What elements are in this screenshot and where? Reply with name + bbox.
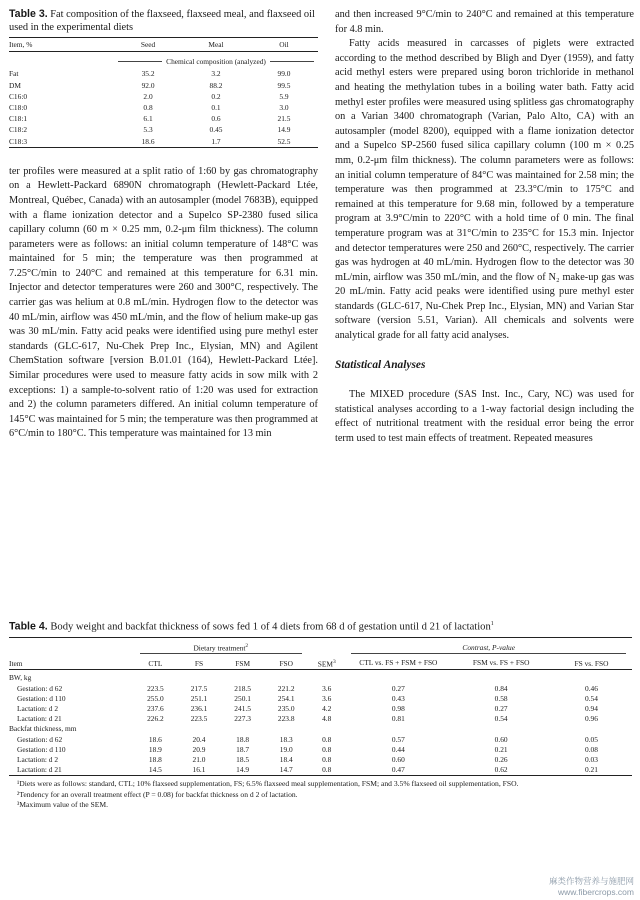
table3-cell: 0.45 bbox=[209, 125, 223, 135]
left-column bbox=[9, 8, 318, 442]
table4-cell: 0.54 bbox=[585, 693, 598, 703]
table4-cell: 3.6 bbox=[322, 693, 332, 703]
table4-col-fso: FSO bbox=[264, 655, 308, 670]
table3-cell: 5.9 bbox=[279, 91, 289, 101]
table3-cell: 88.2 bbox=[209, 80, 223, 90]
table3-row-label: C18:2 bbox=[9, 125, 28, 135]
table4-cell: 0.84 bbox=[494, 683, 508, 693]
table4-cell: 0.96 bbox=[585, 714, 598, 724]
table4-cell: 218.5 bbox=[234, 683, 251, 693]
table4-row-label: Gestation: d 110 bbox=[17, 744, 66, 754]
table3-row-label: C18:3 bbox=[9, 136, 114, 148]
left-paragraph: ter profiles were measured at a split ratio of 1:60 by gas chromatography on a Hewlett-Packard 6890N chromatograph (Hewlett-Packard Ltée, Montreal, Québec, Canada) with an autosampler (model 7683B), equipped with a flame ionization detector and a Supelco SP-2380 fused silica capillary column (60 m × 0.25 mm, 0.2-μm film thickness). The column parameters were as follows: an initial column temperature of 148°C was maintained for 5 min; the temperature was then programmed at 7.25°C/min to 240°C and remained at this temperature for 6.31 min. Injector and detector temperatures were 260 and 300°C, respectively. The carrier gas was helium at 0.8 mL/min. Hydrogen flow to the detector was 40 mL/min, airflow was 450 mL/min, and the flow of helium make-up gas was 30 mL/min. Fatty acid peaks were identified using pure methyl ester standards (GLC-617, Nu-Chek Prep Inc., Elysian, MN) and Agilent ChemStation software [version B.01.01 (164), Hewlett-Packard Ltée]. Similar procedures were used to measure fatty acids in sow milk with 2 exceptions: 1) a sample-to-solvent ratio of 1:20 was used for extraction and 2) the column parameters differed. An initial column temperature of 145°C was maintained for 5 min; the temperature was then programmed at 6°C/min to 180°C. This temperature was maintained for 13 min bbox=[9, 165, 318, 440]
table4-cell: 18.3 bbox=[279, 734, 293, 744]
table3-row bbox=[9, 124, 318, 135]
table4-cell: 223.5 bbox=[190, 714, 208, 724]
table4-row-label: Lactation: d 21 bbox=[9, 765, 134, 776]
table4-footnote-3: ³Maximum value of the SEM. bbox=[17, 799, 109, 809]
table3-row bbox=[9, 68, 318, 79]
table3-row-label: C18:1 bbox=[9, 114, 28, 124]
section-heading-statistical-analyses: Statistical Analyses bbox=[335, 358, 426, 371]
table3-cell: 52.5 bbox=[250, 136, 318, 148]
table4-cell: 227.3 bbox=[234, 714, 251, 724]
table4-block bbox=[9, 618, 632, 810]
table4-col-contrast3: FS vs. FSO bbox=[551, 655, 632, 670]
table4-section-row bbox=[9, 670, 632, 684]
table4-cell: 0.26 bbox=[494, 755, 508, 765]
watermark bbox=[549, 876, 634, 898]
watermark-line2: www.fibercrops.com bbox=[557, 887, 634, 897]
table4-cell: 236.1 bbox=[190, 704, 208, 714]
table3-title: Fat composition of the flaxseed, flaxseed meal, and flaxseed oil used in the experimental diets bbox=[9, 9, 315, 33]
table3-row bbox=[9, 113, 318, 124]
table4-cell: 0.03 bbox=[585, 755, 598, 765]
table4-row bbox=[9, 694, 632, 704]
right-paragraph-2: Fatty acids measured in carcasses of piglets were extracted according to the method described by Bligh and Dyer (1959), and fatty acid methyl esters were prepared using boron trichloride in methanol and heating the methylation tubes in a boiling water bath. Fatty acid methyl ester profiles were measured using splitless gas chromatography on a Varian 3400 chromatograph (Varian, Palo Alto, CA) with an autosampler (model 8200), equipped with a flame ionization detector and a Supelco SP-2560 fused silica capillary column (100 m × 0.25 mm, 0.2-μm film thickness). The column parameters were as follows: an initial column temperature of 84°C was maintained for 2.58 min; the temperature was then programmed at 23.3°C/min to 175°C and remained at this temperature for 9.68 min, followed by a temperature program at 3.9°C/min to 220°C with a hold time of 0 min. The final temperature program was at 31°C/min to 235°C for 15.3 min. Injector and detector temperatures were 250 and 260°C, respectively. The carrier gas was hydrogen at 40 mL/min. Hydrogen flow to the detector was 30 mL/min, airflow was 350 mL/min, and the flow of N₂ make-up gas was 20 mL/min. Fatty acid peaks were identified using pure methyl ester standards (GLC-617, Nu-Chek Prep Inc., Elysian, MN) and Varian Star software (version 5.51, Varian). All chemicals and solvents were analytical grade for all fatty acid analyses. bbox=[335, 38, 634, 342]
table3-row-label: Fat bbox=[9, 69, 19, 79]
table3-caption bbox=[9, 8, 318, 34]
table4-cell: 0.54 bbox=[494, 714, 508, 724]
table3-cell: 0.2 bbox=[211, 91, 221, 101]
table4-header-row bbox=[9, 655, 632, 670]
table4-col-item: Item bbox=[9, 655, 134, 670]
table4-col-contrast2: FSM vs. FS + FSO bbox=[451, 655, 551, 670]
table3-col-item: Item, % bbox=[9, 38, 114, 52]
table4-row-label: Gestation: d 62 bbox=[17, 683, 63, 693]
table3-row bbox=[9, 91, 318, 102]
table4-cell: 0.57 bbox=[391, 734, 405, 744]
table4-section-label: Backfat thickness, mm bbox=[9, 724, 77, 734]
table4-cell: 0.60 bbox=[494, 734, 508, 744]
watermark-line1: 麻类作物营养与施肥网 bbox=[548, 876, 634, 886]
table3-cell: 21.5 bbox=[277, 114, 291, 124]
table4-cell: 0.43 bbox=[391, 693, 405, 703]
table4-row bbox=[9, 755, 632, 765]
table4-cell: 0.47 bbox=[345, 765, 451, 776]
table3-cell: 99.0 bbox=[277, 69, 291, 79]
table4-cell: 237.6 bbox=[147, 704, 164, 714]
table4-cell: 221.2 bbox=[277, 683, 295, 693]
table3-cell: 18.6 bbox=[114, 136, 182, 148]
table3-cell: 1.7 bbox=[182, 136, 250, 148]
table3-cell: 2.0 bbox=[143, 91, 153, 101]
table4-row bbox=[9, 765, 632, 776]
table3-row-label: DM bbox=[9, 80, 21, 90]
table4-group-contrast: Contrast, P-value bbox=[351, 643, 626, 654]
table3-cell: 0.8 bbox=[143, 102, 153, 112]
table4-cell: 18.8 bbox=[236, 734, 250, 744]
table4-col-contrast1: CTL vs. FS + FSM + FSO bbox=[345, 655, 451, 670]
table4-cell: 0.21 bbox=[551, 765, 632, 776]
table4-group-dietary: Dietary treatment$^2$ bbox=[140, 641, 302, 655]
table4-cell: 0.27 bbox=[494, 704, 508, 714]
table4-cell: 18.6 bbox=[148, 734, 162, 744]
table4-title: Body weight and backfat thickness of sows fed 1 of 4 diets from 68 d of gestation until d 21 of lactation bbox=[50, 621, 491, 633]
table4-row-label: Lactation: d 2 bbox=[17, 755, 59, 765]
table4-cell: 0.62 bbox=[451, 765, 551, 776]
table4-row bbox=[9, 684, 632, 694]
table4-cell: 0.60 bbox=[391, 755, 405, 765]
table4-cell: 251.1 bbox=[190, 693, 208, 703]
table3-cell: 35.2 bbox=[141, 69, 155, 79]
table4-cell: 21.0 bbox=[192, 755, 206, 765]
table4-cell: 18.7 bbox=[236, 744, 250, 754]
table4-cell: 14.7 bbox=[264, 765, 308, 776]
table4-cell: 0.05 bbox=[585, 734, 598, 744]
table4-group-header-row bbox=[9, 637, 632, 655]
table4-cell: 14.9 bbox=[221, 765, 265, 776]
table4-label: Table 4. bbox=[9, 620, 48, 633]
table4-col-ctl: CTL bbox=[134, 655, 178, 670]
table4-row bbox=[9, 745, 632, 755]
table4-row bbox=[9, 735, 632, 745]
table4-cell: 250.1 bbox=[234, 693, 251, 703]
table4-footnote-2: ²Tendency for an overall treatment effect (P = 0.08) for backfat thickness on d 2 of lactation. bbox=[17, 789, 298, 799]
table3-col-meal: Meal bbox=[182, 38, 250, 52]
table3-cell: 0.6 bbox=[211, 114, 221, 124]
table4-cell: 0.94 bbox=[585, 704, 598, 714]
table4-cell: 20.4 bbox=[192, 734, 206, 744]
table4-cell: 19.0 bbox=[279, 744, 293, 754]
table4-cell: 217.5 bbox=[190, 683, 208, 693]
table4-cell: 0.98 bbox=[391, 704, 405, 714]
table4-cell: 3.6 bbox=[322, 683, 332, 693]
table4-cell: 18.9 bbox=[148, 744, 162, 754]
table4-cell: 0.81 bbox=[391, 714, 405, 724]
table4-col-fsm: FSM bbox=[221, 655, 265, 670]
table3-span-row bbox=[9, 52, 318, 69]
table3-cell: 3.0 bbox=[279, 102, 289, 112]
table4-cell: 14.5 bbox=[134, 765, 178, 776]
table4-cell: 223.8 bbox=[277, 714, 295, 724]
table3-header-row bbox=[9, 38, 318, 52]
table3 bbox=[9, 37, 318, 148]
right-paragraph-3: The MIXED procedure (SAS Inst. Inc., Cary, NC) was used for statistical analyses according to a 1-way factorial design including the effect of nutritional treatment with the residual error being the error term used to test main effects of treatment. Repeated measures bbox=[335, 389, 634, 445]
table3-span-label: Chemical composition (analyzed) bbox=[166, 57, 266, 67]
table4-cell: 0.08 bbox=[585, 744, 598, 754]
table4-cell: 20.9 bbox=[192, 744, 206, 754]
table4-cell: 235.0 bbox=[277, 704, 295, 714]
table4-col-fs: FS bbox=[177, 655, 221, 670]
table4-row bbox=[9, 704, 632, 714]
table3-label: Table 3. bbox=[9, 8, 48, 20]
table4-cell: 0.58 bbox=[494, 693, 508, 703]
table3-row bbox=[9, 136, 318, 148]
table4-cell: 0.8 bbox=[322, 744, 332, 754]
table4-caption bbox=[9, 618, 632, 634]
table4-section-row bbox=[9, 724, 632, 734]
table4-cell: 0.8 bbox=[308, 765, 345, 776]
table3-cell: 6.1 bbox=[143, 114, 153, 124]
table4-cell: 0.27 bbox=[391, 683, 405, 693]
table4-cell: 223.5 bbox=[147, 683, 164, 693]
table4-cell: 0.21 bbox=[494, 744, 508, 754]
table4-cell: 226.2 bbox=[147, 714, 164, 724]
table3-cell: 99.5 bbox=[277, 80, 291, 90]
table4-footnote-1: ¹Diets were as follows: standard, CTL; 10% flaxseed supplementation, FS; 6.5% flaxseed meal supplementation, FSM; and 3.5% flaxseed oil supplementation, FSO. bbox=[17, 779, 519, 789]
table4-cell: 0.44 bbox=[391, 744, 405, 754]
table4-footnotes bbox=[9, 779, 632, 810]
right-paragraph-1: and then increased 9°C/min to 240°C and remained at this temperature for 4.8 min. bbox=[335, 9, 634, 35]
table3-row bbox=[9, 102, 318, 113]
table4-row-label: Gestation: d 110 bbox=[17, 693, 66, 703]
table3-row-label: C16:0 bbox=[9, 91, 28, 101]
table4-cell: 254.1 bbox=[277, 693, 295, 703]
table4-cell: 18.8 bbox=[148, 755, 162, 765]
table3-cell: 14.9 bbox=[277, 125, 291, 135]
table3-cell: 3.2 bbox=[211, 69, 221, 79]
table4-cell: 255.0 bbox=[147, 693, 164, 703]
table4-cell: 16.1 bbox=[177, 765, 221, 776]
table4-cell: 18.5 bbox=[236, 755, 250, 765]
table3-col-seed: Seed bbox=[114, 38, 182, 52]
table4-title-sup: 1 bbox=[490, 621, 494, 627]
table4-cell: 241.5 bbox=[234, 704, 251, 714]
table3-row bbox=[9, 80, 318, 91]
table4-row-label: Gestation: d 62 bbox=[17, 734, 63, 744]
table4-cell: 4.8 bbox=[322, 714, 332, 724]
table4-row bbox=[9, 714, 632, 724]
table4-section-label: BW, kg bbox=[9, 673, 32, 683]
table3-cell: 92.0 bbox=[141, 80, 155, 90]
right-column bbox=[335, 8, 634, 447]
table3-row-label: C18:0 bbox=[9, 102, 28, 112]
table3-cell: 0.1 bbox=[211, 102, 221, 112]
table4-cell: 0.8 bbox=[322, 755, 332, 765]
table3-col-oil: Oil bbox=[250, 38, 318, 52]
table4-cell: 0.8 bbox=[322, 734, 332, 744]
table4-col-sem: SEM$^3$ bbox=[308, 655, 345, 670]
table4-row-label: Lactation: d 2 bbox=[17, 704, 59, 714]
table4-cell: 0.46 bbox=[585, 683, 598, 693]
table3-cell: 5.3 bbox=[143, 125, 153, 135]
table4-row-label: Lactation: d 21 bbox=[17, 714, 62, 724]
table4-cell: 4.2 bbox=[322, 704, 332, 714]
table4 bbox=[9, 637, 632, 777]
table4-cell: 18.4 bbox=[279, 755, 293, 765]
